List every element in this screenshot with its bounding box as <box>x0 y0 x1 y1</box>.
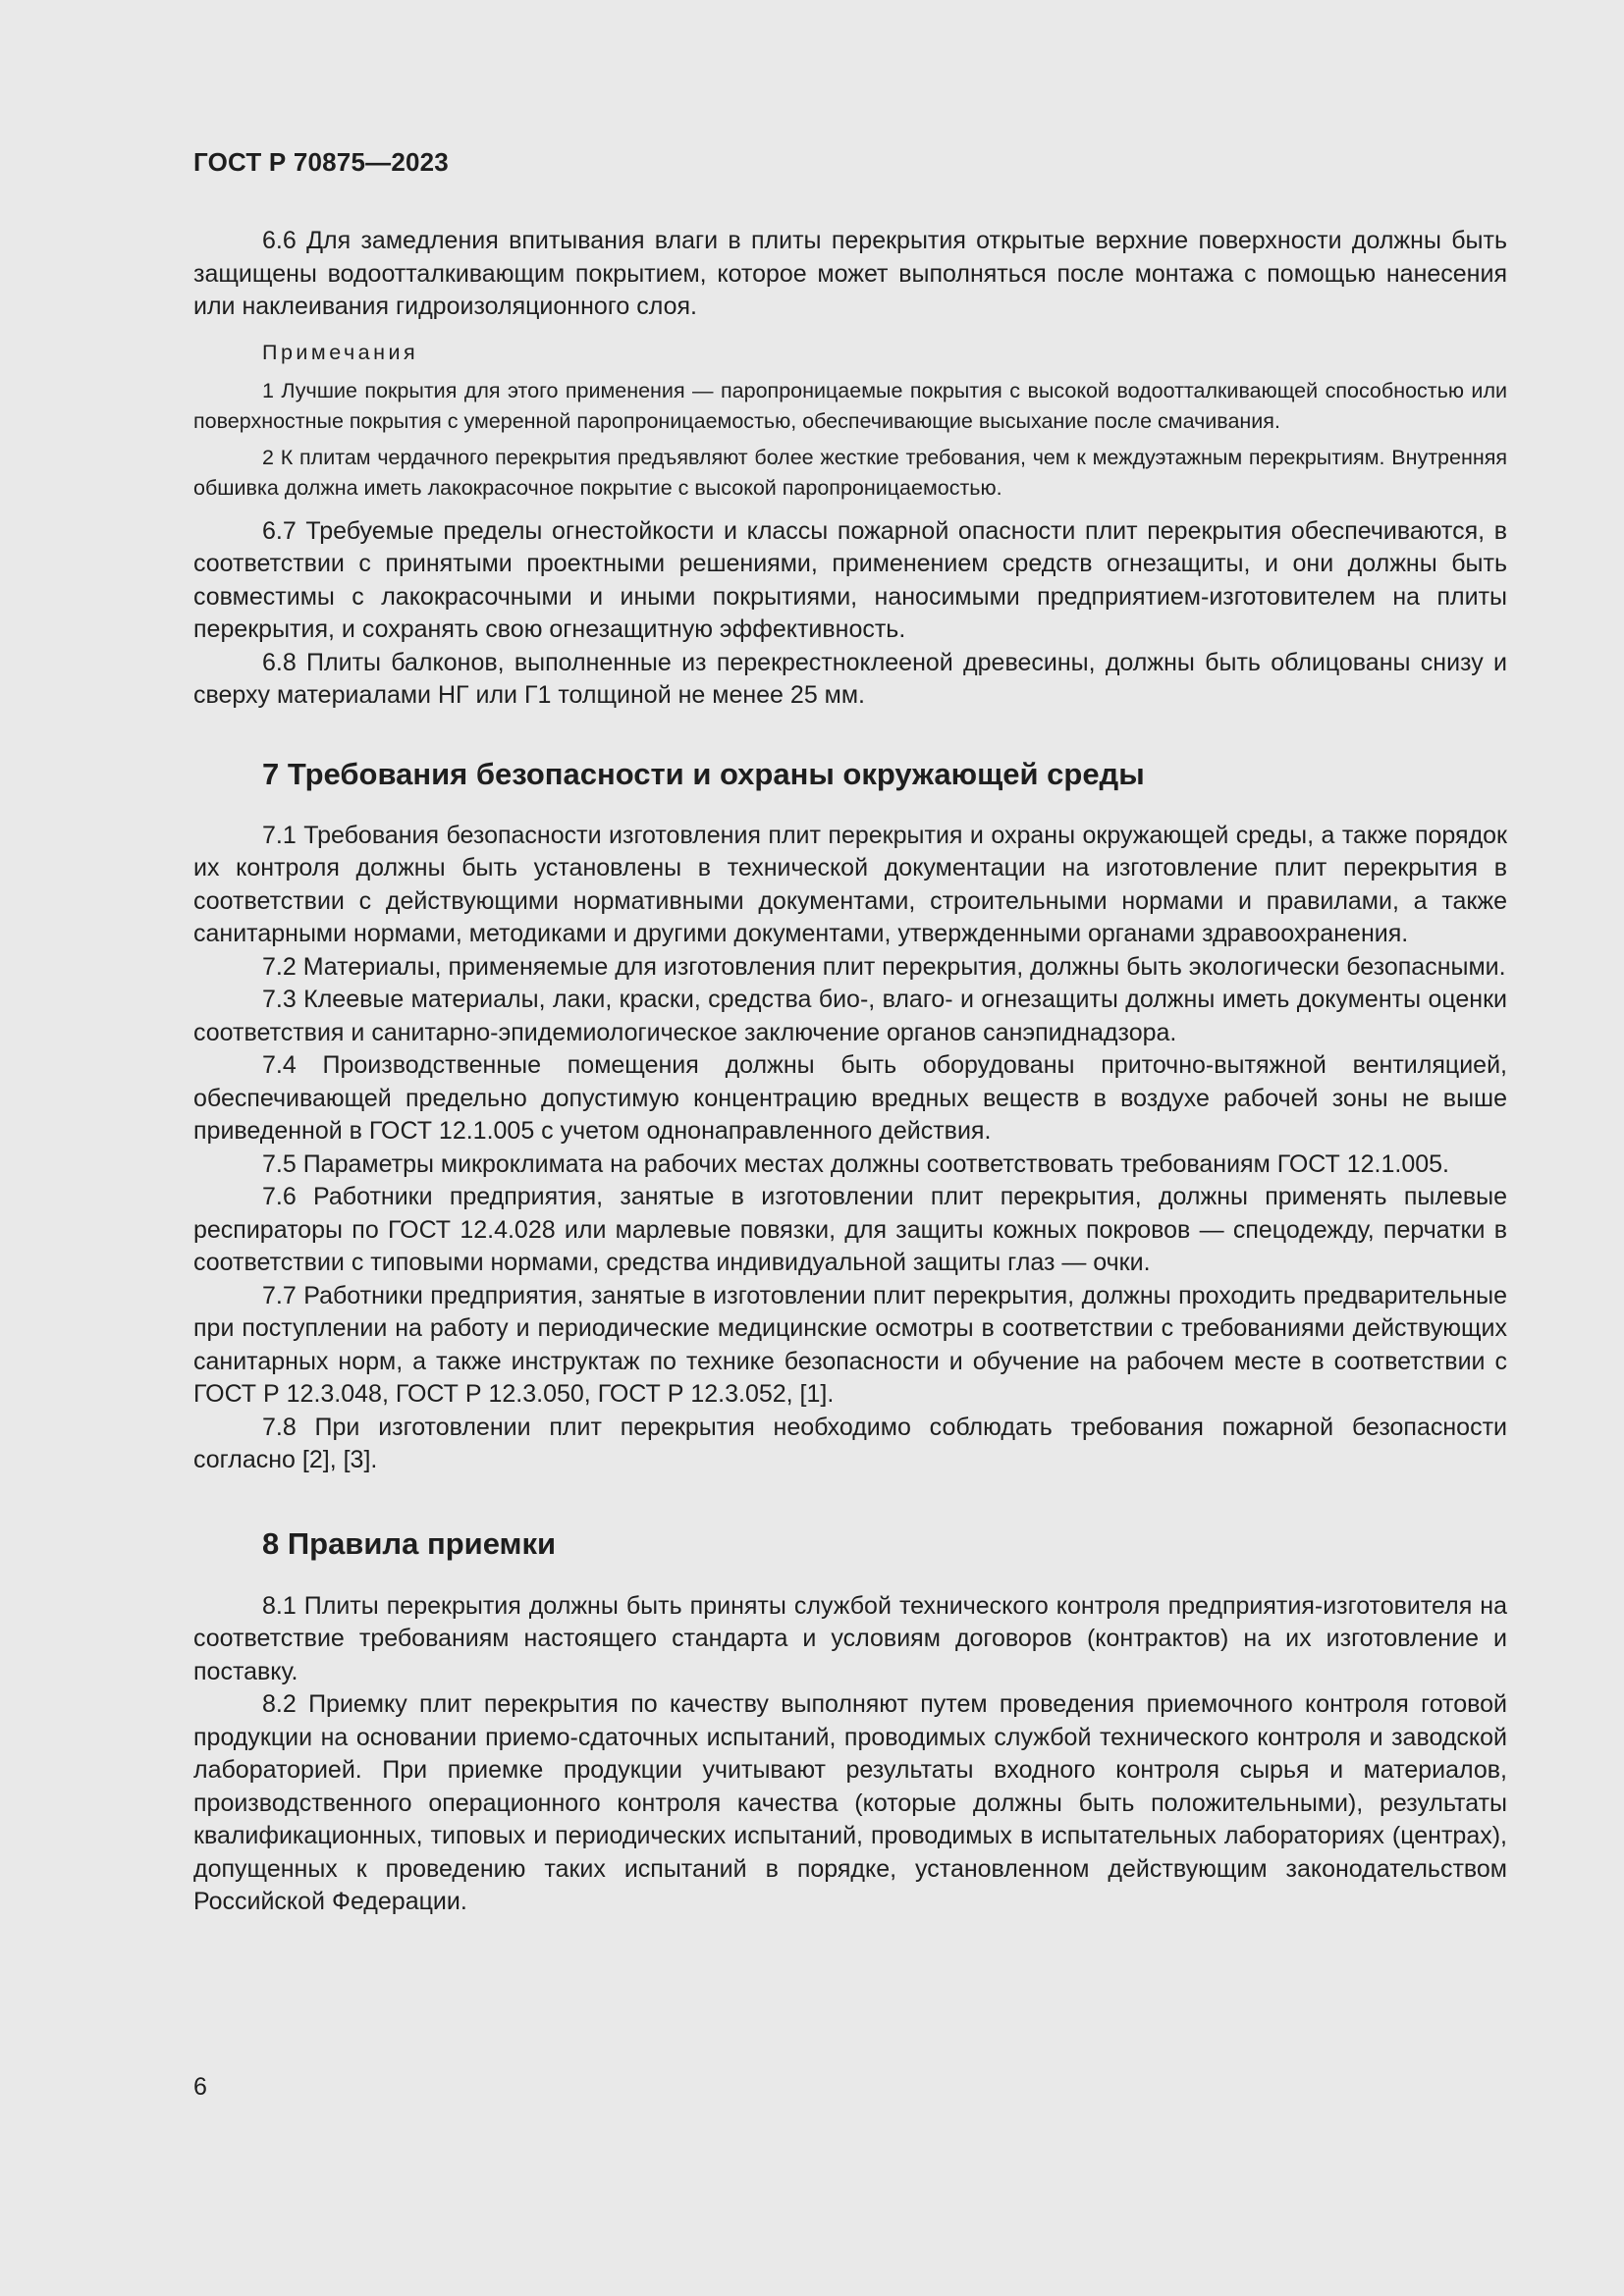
paragraph-7-6: 7.6 Работники предприятия, занятые в изготовлении плит перекрытия, должны применять пылевые респираторы по ГОСТ 12.4.028 или марлевые повязки, для защиты кожных покровов — спецодежду, перчатки в соответствии с типовыми нормами, средства индивидуальной защиты глаз — очки. <box>193 1183 1507 1276</box>
document-header: ГОСТ Р 70875—2023 <box>193 147 449 177</box>
section-8-heading: 8 Правила приемки <box>262 1525 557 1561</box>
paragraph-7-2: 7.2 Материалы, применяемые для изготовления плит перекрытия, должны быть экологически безопасными. <box>262 952 1506 981</box>
paragraph-8-2: 8.2 Приемку плит перекрытия по качеству выполняют путем проведения приемочного контроля готовой продукции на основании приемо-сдаточных испытаний, проводимых службой технического контроля и заводской лабораторией. При приемке продукции учитывают результаты входного контроля сырья и материалов, производственного операционного контроля качества (которые должны быть положительными), результаты квалификационных, типовых и периодических испытаний, проводимых в испытательных лабораториях (центрах), допущенных к проведению таких испытаний в порядке, установленном действующим законодательством Российской Федерации. <box>193 1690 1507 1915</box>
paragraph-8-1: 8.1 Плиты перекрытия должны быть приняты службой технического контроля предприятия-изготовителя на соответствие требованиям настоящего стандарта и условиям договоров (контрактов) на их изготовление и поставку. <box>193 1591 1507 1685</box>
document-page <box>193 147 1507 1919</box>
paragraph-6-8: 6.8 Плиты балконов, выполненные из перекрестноклееной древесины, должны быть облицованы снизу и сверху материалами НГ или Г1 толщиной не менее 25 мм. <box>193 648 1507 709</box>
paragraph-7-3: 7.3 Клеевые материалы, лаки, краски, средства био-, влаго- и огнезащиты должны иметь документы оценки соответствия и санитарно-эпидемиологическое заключение органов санэпиднадзора. <box>193 986 1507 1046</box>
notes-title: Примечания <box>262 340 419 364</box>
paragraph-6-6: 6.6 Для замедления впитывания влаги в плиты перекрытия открытые верхние поверхности должны быть защищены водоотталкивающим покрытием, которое может выполняться после монтажа с помощью нанесения или наклеивания гидроизоляционного слоя. <box>193 227 1507 320</box>
section-7-heading: 7 Требования безопасности и охраны окружающей среды <box>262 756 1145 791</box>
paragraph-7-8: 7.8 При изготовлении плит перекрытия необходимо соблюдать требования пожарной безопасности согласно [2], [3]. <box>193 1413 1507 1473</box>
page-number: 6 <box>193 2073 207 2101</box>
paragraph-7-7: 7.7 Работники предприятия, занятые в изготовлении плит перекрытия, должны проходить предварительные при поступлении на работу и периодические медицинские осмотры в соответствии с требованиями действующих санитарных норм, а также инструктаж по технике безопасности и обучение на рабочем месте в соответствии с ГОСТ Р 12.3.048, ГОСТ Р 12.3.050, ГОСТ Р 12.3.052, [1]. <box>193 1281 1507 1408</box>
paragraph-7-5: 7.5 Параметры микроклимата на рабочих местах должны соответствовать требованиям ГОСТ 12.1.005. <box>262 1149 1449 1178</box>
note-1: 1 Лучшие покрытия для этого применения — паропроницаемые покрытия с высокой водоотталкивающей способностью или поверхностные покрытия с умеренной паропроницаемостью, обеспечивающие высыхание после смачивания. <box>193 378 1507 433</box>
paragraph-7-1: 7.1 Требования безопасности изготовления плит перекрытия и охраны окружающей среды, а также порядок их контроля должны быть установлены в технической документации на изготовление плит перекрытия в соответствии с действующими нормативными документами, строительными нормами и правилами, а также санитарными нормами, методиками и другими документами, утвержденными органами здравоохранения. <box>193 821 1507 947</box>
paragraph-7-4: 7.4 Производственные помещения должны быть оборудованы приточно-вытяжной вентиляцией, обеспечивающей предельно допустимую концентрацию вредных веществ в воздухе рабочей зоны не выше приведенной в ГОСТ 12.1.005 с учетом однонаправленного действия. <box>193 1051 1507 1145</box>
note-2: 2 К плитам чердачного перекрытия предъявляют более жесткие требования, чем к междуэтажным перекрытиям. Внутренняя обшивка должна иметь лакокрасочное покрытие с высокой паропроницаемостью. <box>193 445 1507 500</box>
paragraph-6-7: 6.7 Требуемые пределы огнестойкости и классы пожарной опасности плит перекрытия обеспечиваются, в соответствии с принятыми проектными решениями, применением средств огнезащиты, и они должны быть совместимы с лакокрасочными и иными покрытиями, наносимыми предприятием-изготовителем на плиты перекрытия, и сохранять свою огнезащитную эффективность. <box>193 516 1507 643</box>
